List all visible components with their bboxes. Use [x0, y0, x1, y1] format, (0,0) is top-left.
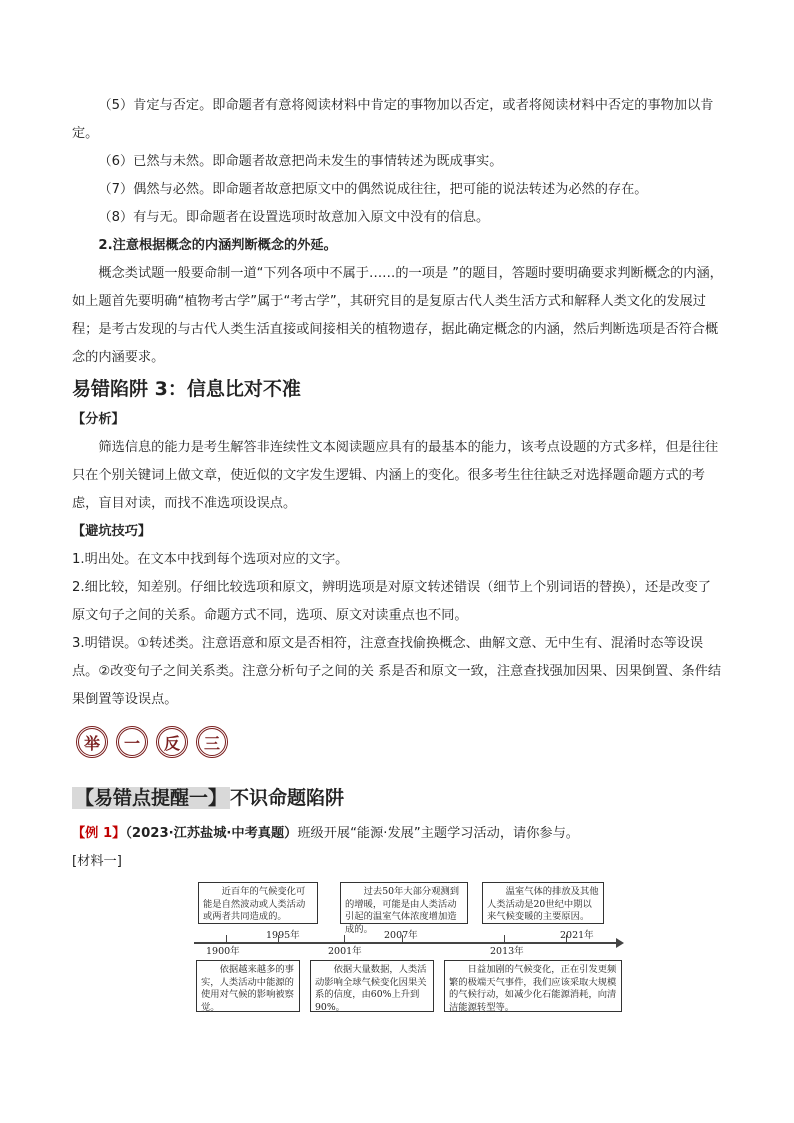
timeline-top-box-2: 过去50年大部分观测到的增暖，可能是由人类活动引起的温室气体浓度增加造成的。	[340, 882, 468, 924]
trap-title: 易错陷阱 3：信息比对不准	[72, 378, 301, 400]
year-2007: 2007年	[384, 930, 418, 941]
year-2013: 2013年	[490, 946, 524, 957]
timeline-bottom-box-3: 日益加剧的气候变化，正在引发更频繁的极端天气事件，我们应该采取大规模的气候行动，如减少化石能源消耗，向清洁能源转型等。	[444, 960, 622, 1012]
year-2001: 2001年	[328, 946, 362, 957]
timeline-arrow	[616, 938, 624, 948]
tip-1: 1.明出处。在文本中找到每个选项对应的文字。	[72, 552, 349, 567]
badge-yi: 一	[116, 726, 148, 758]
tip-3: 3.明错误。①转述类。注意语意和原文是否相符，注意查找偷换概念、曲解文意、无中生有、混淆时态等设误点。②改变句子之间关系类。注意分析句子之间的关 系是否和原文一致，注意查找强加因果、因果倒置、条件结果倒置等设误点。	[72, 636, 722, 707]
document-body	[72, 92, 724, 874]
analysis-body: 筛选信息的能力是考生解答非连续性文本阅读题应具有的最基本的能力，该考点设题的方式多样，但是往往只在个别关键词上做文章，使近似的文字发生逻辑、内涵上的变化。很多考生往往缺乏对选择题命题方式的考虑，盲目对读，而找不准选项设误点。	[72, 440, 719, 511]
section2-heading: 2.注意根据概念的内涵判断概念的外延。	[98, 238, 337, 253]
timeline-figure	[194, 880, 626, 1014]
timeline-top-box-3: 温室气体的排放及其他人类活动是20世纪中期以来气候变暖的主要原因。	[482, 882, 604, 924]
tick-1900	[226, 935, 227, 943]
year-1900: 1900年	[206, 946, 240, 957]
badge-ju: 举	[76, 726, 108, 758]
tick-2001	[344, 935, 345, 943]
tick-2013	[504, 935, 505, 943]
example-line	[72, 822, 724, 846]
section2-body: 概念类试题一般要命制一道“下列各项中不属于……的一项是 ”的题目，答题时要明确要求判断概念的内涵，如上题首先要明确“植物考古学”属于“考古学”，其研究目的是复原古代人类生活方式和解释人类文化的发展过程；是考古发现的与古代人类生活直接或间接相关的植物遗存，据此确定概念的内涵，然后判断选项是否符合概念的内涵要求。	[72, 266, 723, 365]
reminder-text: 不识命题陷阱	[230, 787, 345, 809]
tips-label: 【避坑技巧】	[72, 524, 152, 539]
material-label: [材料一]	[72, 854, 122, 869]
badge-san: 三	[196, 726, 228, 758]
example-text: 班级开展“能源·发展”主题学习活动，请你参与。	[297, 826, 579, 841]
badge-fan: 反	[156, 726, 188, 758]
point-8: （8）有与无。即命题者在设置选项时故意加入原文中没有的信息。	[98, 210, 490, 225]
year-2021: 2021年	[560, 930, 594, 941]
reminder-highlight: 【易错点提醒一】	[72, 787, 230, 809]
example-source: （2023·江苏盐城·中考真题）	[125, 826, 298, 841]
timeline-bottom-box-1: 依据越来越多的事实，人类活动中能源的使用对气候的影响被察觉。	[196, 960, 300, 1012]
example-label: 【例 1】	[72, 826, 126, 841]
tip-2: 2.细比较，知差别。仔细比较选项和原文，辨明选项是对原文转述错误（细节上个别词语的替换），还是改变了原文句子之间的关系。命题方式不同，选项、原文对读重点也不同。	[72, 580, 711, 623]
timeline-bottom-box-2: 依据大量数据，人类活动影响全球气候变化因果关系的信度，由60%上升到90%。	[310, 960, 434, 1012]
analysis-label: 【分析】	[72, 412, 125, 427]
reminder-heading	[72, 784, 724, 812]
point-5: （5）肯定与否定。即命题者有意将阅读材料中肯定的事物加以否定，或者将阅读材料中否定的事物加以肯定。	[72, 98, 714, 141]
badge-row	[76, 726, 724, 758]
point-7: （7）偶然与必然。即命题者故意把原文中的偶然说成往往，把可能的说法转述为必然的存在。	[98, 182, 648, 197]
year-1995: 1995年	[266, 930, 300, 941]
timeline-top-box-1: 近百年的气候变化可能是自然波动或人类活动或两者共同造成的。	[198, 882, 318, 924]
point-6: （6）已然与未然。即命题者故意把尚未发生的事情转述为既成事实。	[98, 154, 503, 169]
timeline-axis	[194, 942, 620, 944]
